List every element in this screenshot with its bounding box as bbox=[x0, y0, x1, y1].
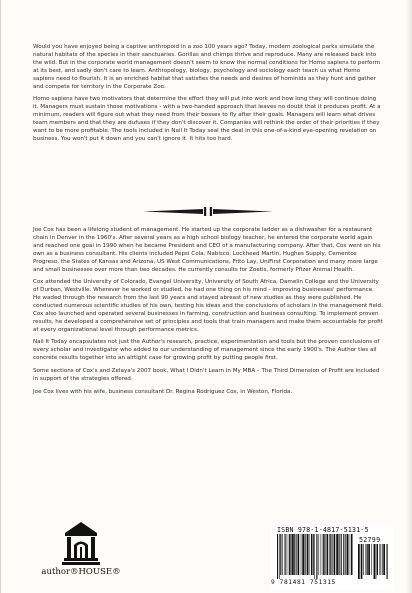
bio-paragraph-5: Joe Cox lives with his wife, business consultant Dr. Regina Rodriguez Cox, in Weston, Florida. bbox=[33, 388, 293, 395]
barcode-bar bbox=[280, 534, 281, 575]
barcode-bar bbox=[336, 534, 338, 575]
barcode-bar bbox=[351, 534, 353, 575]
barcode-bar bbox=[387, 544, 388, 579]
barcode-bar bbox=[289, 534, 290, 575]
publisher-name: author®HOUSE® bbox=[41, 567, 121, 577]
barcode-bar bbox=[338, 534, 339, 575]
ean-barcode-bars bbox=[277, 534, 355, 579]
barcode-bar bbox=[371, 544, 372, 575]
ornamental-divider bbox=[143, 207, 273, 216]
bio-paragraph-4: Some sections of Cox's and Zelaya's 2007 book, What I Didn't Learn in My MBA – The Third Dimension of Profit are included in support of the strategies offered. bbox=[33, 367, 380, 382]
barcode-bar bbox=[383, 544, 385, 575]
barcode-bar bbox=[376, 544, 377, 579]
barcode-bar bbox=[294, 534, 295, 575]
barcode-bar bbox=[347, 534, 349, 575]
blurb-paragraph-1: Would you have enjoyed being a captive anthropoid in a zoo 100 years ago? Today, modern zoological parks simulate the natural habitats of the species in their sanctuaries. Gorillas and chimps thrive and reproduce. Many are released back into the wild. But in the corporate world management doesn't seem to know the normal conditions for Homo sapiens to perform at its best, and sadly don't care to learn. Anthropology, biology, psychology and sociology each teach us what Homo sapiens need to flourish. It is an enriched habitat that satisfies the needs and desires of hominids as they hunt and gather and compete for territory in the Corporate Zoo. bbox=[33, 44, 381, 90]
barcode-bar bbox=[324, 534, 325, 575]
barcode-bar bbox=[316, 534, 317, 579]
barcode-bar bbox=[287, 534, 288, 575]
barcode-bar bbox=[309, 534, 310, 575]
barcode-bar bbox=[374, 544, 376, 579]
authorhouse-building-icon bbox=[36, 521, 126, 567]
barcode-bar bbox=[314, 534, 315, 579]
barcode-bar bbox=[327, 534, 329, 575]
barcode-bar bbox=[343, 534, 344, 575]
blurb-paragraph-2: Homo sapiens have two motivators that determine the effort they will put into work and how long they will continue doing it. Managers must sustain those motivations - with a two-handed approach that leaves no doubt that it produces profit. At a minimum, readers will figure out what they need from their bosses to fly after their goals. Managers will learn what drives team members and that they are dufuses if they don't discover it. Companies will rethink the order of their priorities if they want to be more profitable. The tools included in Nail It Today seal the deal in this one-of-a-kind eye-opening revelation on business. You won't put it down and you can't ignore it. It hits too hard. bbox=[33, 96, 381, 142]
isbn-label: ISBN 978-1-4817-5131-5 bbox=[277, 526, 369, 534]
barcode-bar bbox=[277, 534, 278, 579]
isbn-barcode bbox=[271, 525, 393, 589]
barcode-bar bbox=[319, 534, 320, 575]
barcode-bar bbox=[307, 534, 309, 575]
barcode-bar bbox=[323, 534, 324, 575]
barcode-bar bbox=[329, 534, 330, 575]
barcode-bar bbox=[341, 534, 342, 575]
bio-paragraph-1: Joe Cox has been a lifelong student of management. He started up the corporate ladder as a dishwasher for a restaurant chain in Denver in the 1960's. After several years as a high school biology teacher, he entered the corporate world again and reached one goal in 1990 when he became President and CEO of a manufacturing company. After that, Cox went on his own as a business consultant. His clients included Pepsi Cola, Nabisco, Lockheed Martin, Hughes Supply, Cementos Progreso, the States of Kansas and Arizona, US West Communications, Frito Lay, UniFirst Corporation and many more large and small businesses over more than two decades. He currently consults for Zoetis, formerly Pfizer Animal Health. bbox=[33, 227, 381, 273]
blurb-section bbox=[33, 44, 383, 148]
barcode-bar bbox=[332, 534, 333, 575]
barcode-bar bbox=[298, 534, 300, 575]
page-edge-shadow bbox=[406, 0, 412, 593]
ean-digits-label: 9 781481 751315 bbox=[271, 579, 336, 586]
barcode-bar bbox=[279, 534, 280, 579]
barcode-bar bbox=[282, 534, 283, 575]
barcode-bar bbox=[296, 534, 297, 575]
barcode-bar bbox=[361, 544, 363, 579]
barcode-bar bbox=[305, 534, 306, 575]
barcode-bar bbox=[381, 544, 382, 575]
barcode-bar bbox=[367, 544, 368, 575]
barcode-bar bbox=[301, 534, 302, 575]
barcode-bar bbox=[292, 534, 294, 575]
barcode-bar bbox=[349, 534, 350, 575]
barcode-bar bbox=[313, 534, 314, 575]
barcode-bar bbox=[345, 534, 346, 575]
publisher-logo bbox=[36, 521, 126, 593]
barcode-bar bbox=[321, 534, 322, 575]
barcode-bar bbox=[330, 534, 331, 575]
barcode-bar bbox=[366, 544, 367, 575]
barcode-bar bbox=[380, 544, 381, 575]
barcode-bar bbox=[368, 544, 370, 575]
barcode-bar bbox=[302, 534, 304, 575]
barcode-bar bbox=[334, 534, 336, 575]
barcode-bar bbox=[377, 544, 378, 575]
barcode-bar bbox=[358, 544, 360, 579]
barcode-bar bbox=[363, 544, 364, 575]
bio-paragraph-3: Nail It Today encapsulates not just the Author's research, practice, experimentation and tools but the proven conclusions of every scholar and investigator who added to our understanding of management since the early 1900's. The Author ties all concrete results together into an airtight case for growing profit by putting people first. bbox=[33, 339, 380, 362]
price-code-label: 52799 bbox=[359, 536, 381, 544]
barcode-bar bbox=[382, 544, 383, 575]
bio-paragraph-2: Cox attended the University of Colorado, Evangel University, University of South Africa, Damelin College and the University of Durban, Westville. Wherever he worked or studied, he had one thing on his mind - improving businesses' performance. He waded through the research from the last 90 years and stayed abreast of new studies as they were published. He conducted numerous scientific studies of his own, testing his ideas and the conclusions of scholars in the management field. Cox also launched and operated several businesses in farming, construction and business consulting. To implement proven results, he developed a comprehensive set of principles and tools that train managers and make them accountable for profit at every organizational level through performance metrics. bbox=[33, 279, 383, 333]
author-bio-section bbox=[33, 227, 383, 401]
barcode-bar bbox=[311, 534, 312, 575]
barcode-bar bbox=[285, 534, 286, 575]
barcode-bar bbox=[290, 534, 291, 575]
price-addon-bars bbox=[358, 544, 390, 579]
